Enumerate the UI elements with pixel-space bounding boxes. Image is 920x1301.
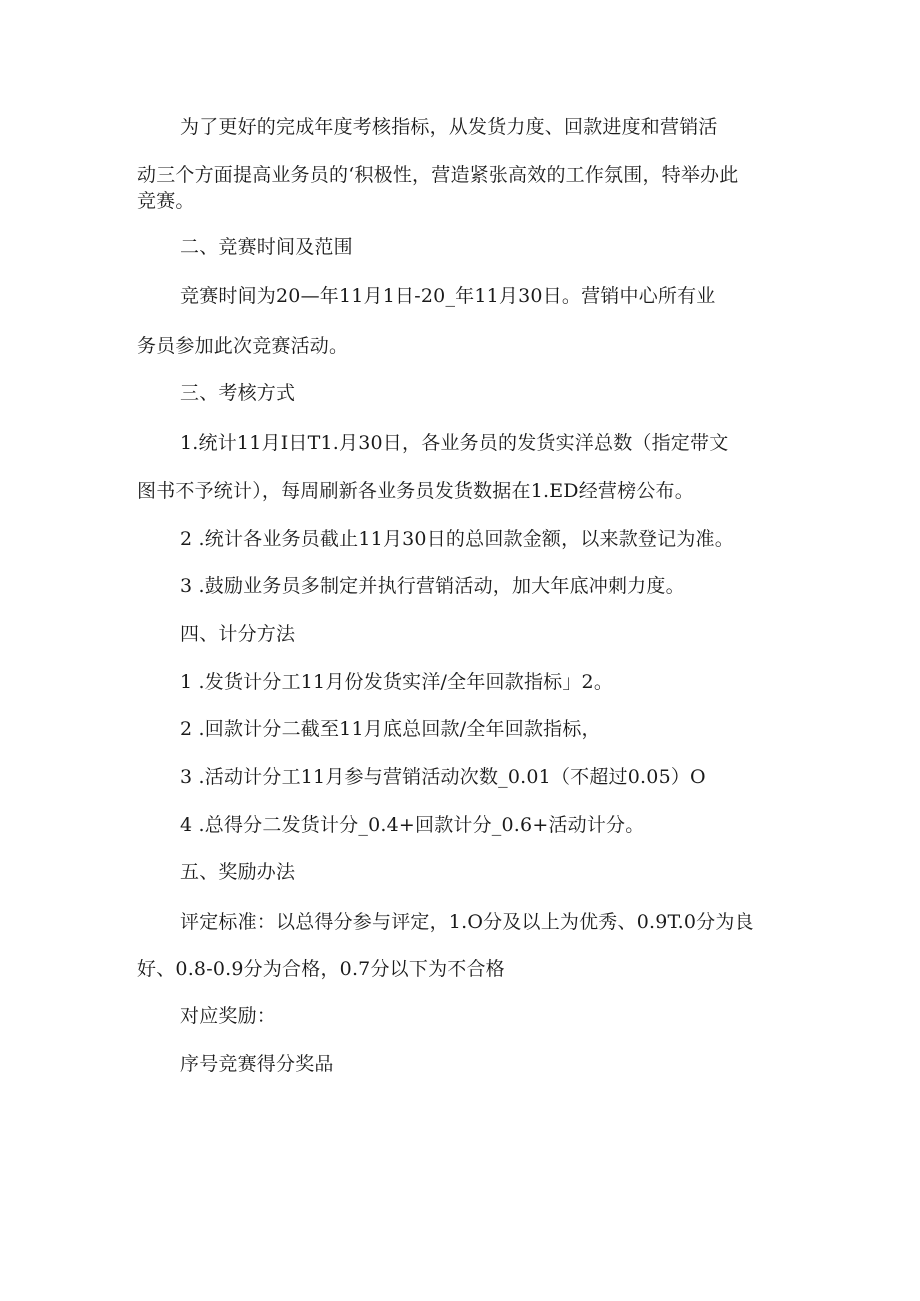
paragraph-intro-line-3: 竞赛。 [137,190,195,212]
assessment-item-3: 3 .鼓励业务员多制定并执行营销活动，加大年底冲刺力度。 [180,575,685,597]
scoring-item-4: 4 .总得分二发货计分_0.4+回款计分_0.6+活动计分。 [180,814,645,836]
section-heading-time-scope: 二、竞赛时间及范围 [180,236,353,258]
scoring-item-1: 1 .发货计分工11月份发货实洋/全年回款指标」2。 [180,671,614,693]
rewards-criteria-line-2: 好、0.8-0.9分为合格，0.7分以下为不合格 [137,958,505,980]
scoring-item-3: 3 .活动计分工11月参与营销活动次数_0.01（不超过0.05）O [180,766,706,788]
section-heading-rewards: 五、奖励办法 [180,861,296,883]
rewards-corresponding-label: 对应奖励： [180,1005,277,1027]
section-heading-scoring: 四、计分方法 [180,623,296,645]
section-heading-assessment: 三、考核方式 [180,382,296,404]
rewards-table-header: 序号竞赛得分奖品 [180,1053,334,1075]
assessment-item-2: 2 .统计各业务员截止11月30日的总回款金额，以来款登记为准。 [180,528,734,550]
rewards-criteria-line-1: 评定标准：以总得分参与评定，1.O分及以上为优秀、0.9T.0分为良 [180,911,754,933]
scoring-item-2: 2 .回款计分二截至11月底总回款/全年回款指标， [180,718,601,740]
paragraph-time-line-2: 务员参加此次竞赛活动。 [137,335,349,357]
assessment-item-1-line-1: 1.统计11月I日T1.月30日，各业务员的发货实洋总数（指定带文 [180,432,729,454]
paragraph-intro-line-2: 动三个方面提高业务员的‘积极性，营造紧张高效的工作氛围，特举办此 [137,164,739,186]
paragraph-intro-line-1: 为了更好的完成年度考核指标，从发货力度、回款进度和营销活 [180,116,718,138]
paragraph-time-line-1: 竞赛时间为20—年11月1日-20_年11月30日。营销中心所有业 [180,285,716,307]
assessment-item-1-line-2: 图书不予统计），每周刷新各业务员发货数据在1.ED经营榜公布。 [137,480,694,502]
